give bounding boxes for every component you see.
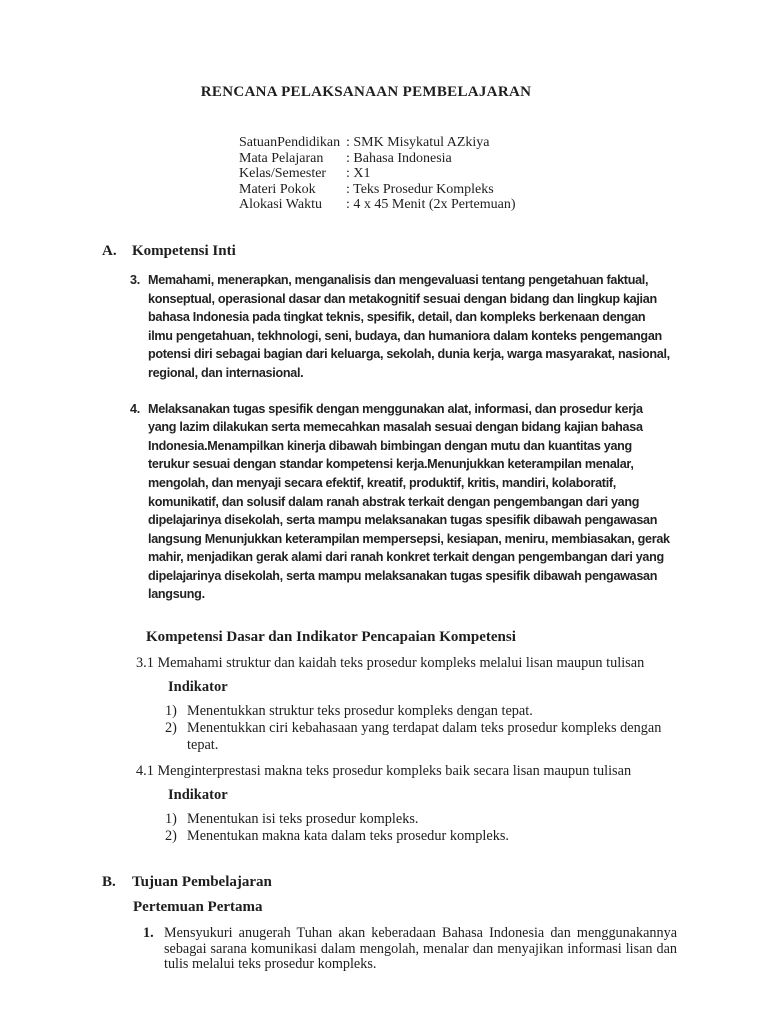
meta-value: : SMK Misykatul AZkiya (346, 135, 490, 150)
meta-row-kelas-semester (239, 166, 768, 182)
section-heading-text: Kompetensi Inti (132, 242, 236, 259)
item-number: 1. (143, 925, 154, 942)
section-letter: A. (102, 242, 117, 259)
meta-label: Mata Pelajaran (239, 150, 324, 166)
kompetensi-inti-item-4 (130, 400, 768, 605)
section-letter: B. (102, 874, 116, 891)
indikator-list-3-1 (165, 703, 768, 754)
subheading-pertemuan-pertama: Pertemuan Pertama (133, 899, 263, 916)
item-text: Menentukkan ciri kebahasaan yang terdapat dalam teks prosedur kompleks dengan tepat. (187, 720, 662, 754)
indikator-list-4-1 (165, 811, 768, 845)
item-number: 2) (165, 720, 177, 737)
section-kompetensi-inti (0, 243, 768, 604)
item-text: Menentukan makna kata dalam teks prosedur kompleks. (187, 828, 509, 845)
meta-label: SatuanPendidikan (239, 135, 341, 150)
tujuan-item-1 (143, 926, 768, 973)
item-text: Mensyukuri anugerah Tuhan akan keberadaan Bahasa Indonesia dan menggunakannya sebagai sarana komunikasi dalam mengolah, menalar dan menyajikan informasi lisan dan tulis melalui teks prosedur kompleks. (164, 925, 677, 973)
item-text: Menentukkan struktur teks prosedur kompleks dengan tepat. (187, 703, 533, 720)
kompetensi-inti-item-3 (130, 271, 768, 383)
indikator-item (165, 828, 768, 845)
document-title: RENCANA PELAKSANAAN PEMBELAJARAN (200, 84, 532, 100)
section-heading-text: Tujuan Pembelajaran (132, 874, 272, 891)
meta-row-mata-pelajaran (239, 151, 768, 167)
section-tujuan-pembelajaran (0, 874, 768, 973)
meta-value: : 4 x 45 Menit (2x Pertemuan) (346, 197, 516, 213)
item-number: 1) (165, 703, 177, 720)
indikator-item (165, 811, 768, 828)
meta-row-materi-pokok (239, 182, 768, 198)
indikator-item (165, 703, 768, 720)
section-heading-tujuan-pembelajaran (102, 874, 768, 891)
meta-value: : Bahasa Indonesia (346, 150, 452, 166)
indikator-heading: Indikator (168, 787, 228, 804)
meta-label: Kelas/Semester (239, 166, 327, 182)
indikator-item (165, 720, 768, 754)
heading-kompetensi-dasar: Kompetensi Dasar dan Indikator Pencapaian Kompetensi (146, 629, 516, 646)
section-kompetensi-dasar (0, 629, 768, 845)
item-number: 1) (165, 811, 177, 828)
metadata-block (239, 135, 768, 213)
item-number: 4. (130, 401, 140, 416)
item-text: Melaksanakan tugas spesifik dengan menggunakan alat, informasi, dan prosedur kerja yang lazim dilakukan serta memecahkan masalah sesuai dengan bidang kajian bahasa Indonesia.Menampilkan kinerja dibawah bimbingan dengan mutu dan kuantitas yang terukur sesuai dengan standar kompetensi kerja.Menunjukkan keterampilan menalar, mengolah, dan menyaji secara efektif, kreatif, produktif, kritis, mandiri, kolaboratif, komunikatif, dan solusif dalam ranah abstrak terkait dengan pengembangan dari yang dipelajarinya disekolah, serta mampu melaksanakan tugas spesifik dibawah pengawasan langsung Menunjukkan keterampilan mempersepsi, kesiapan, meniru, membiasakan, gerak mahir, menjadikan gerak alami dari ranah konkret terkait dengan pengembangan dari yang dipelajarinya disekolah, serta mampu melaksanakan tugas spesifik dibawah pengawasan langsung. (148, 401, 670, 602)
item-text: Menentukan isi teks prosedur kompleks. (187, 811, 419, 828)
meta-label: Materi Pokok (239, 181, 316, 197)
meta-row-satuan-pendidikan (239, 135, 768, 151)
meta-value: : X1 (346, 166, 371, 182)
indikator-heading: Indikator (168, 679, 228, 696)
kd-3-1-text: 3.1 Memahami struktur dan kaidah teks prosedur kompleks melalui lisan maupun tulisan (136, 655, 645, 672)
meta-value: : Teks Prosedur Kompleks (346, 181, 494, 197)
item-number: 3. (130, 272, 140, 287)
kd-4-1-text: 4.1 Menginterprestasi makna teks prosedur kompleks baik secara lisan maupun tulisan (136, 763, 632, 780)
item-text: Memahami, menerapkan, menganalisis dan mengevaluasi tentang pengetahuan faktual, konseptual, operasional dasar dan metakognitif sesuai dengan bidang dan lingkup kajian bahasa Indonesia pada tingkat teknis, spesifik, detail, dan kompleks berkenaan dengan ilmu pengetahuan, tekhnologi, seni, budaya, dan humaniora dalam konteks pengemangan potensi diri sebagai bagian dari keluarga, sekolah, dunia kerja, warga masyarakat, nasional, regional, dan internasional. (148, 272, 670, 380)
section-heading-kompetensi-inti (102, 243, 768, 260)
meta-label: Alokasi Waktu (239, 197, 322, 213)
item-number: 2) (165, 828, 177, 845)
meta-row-alokasi-waktu (239, 197, 768, 213)
